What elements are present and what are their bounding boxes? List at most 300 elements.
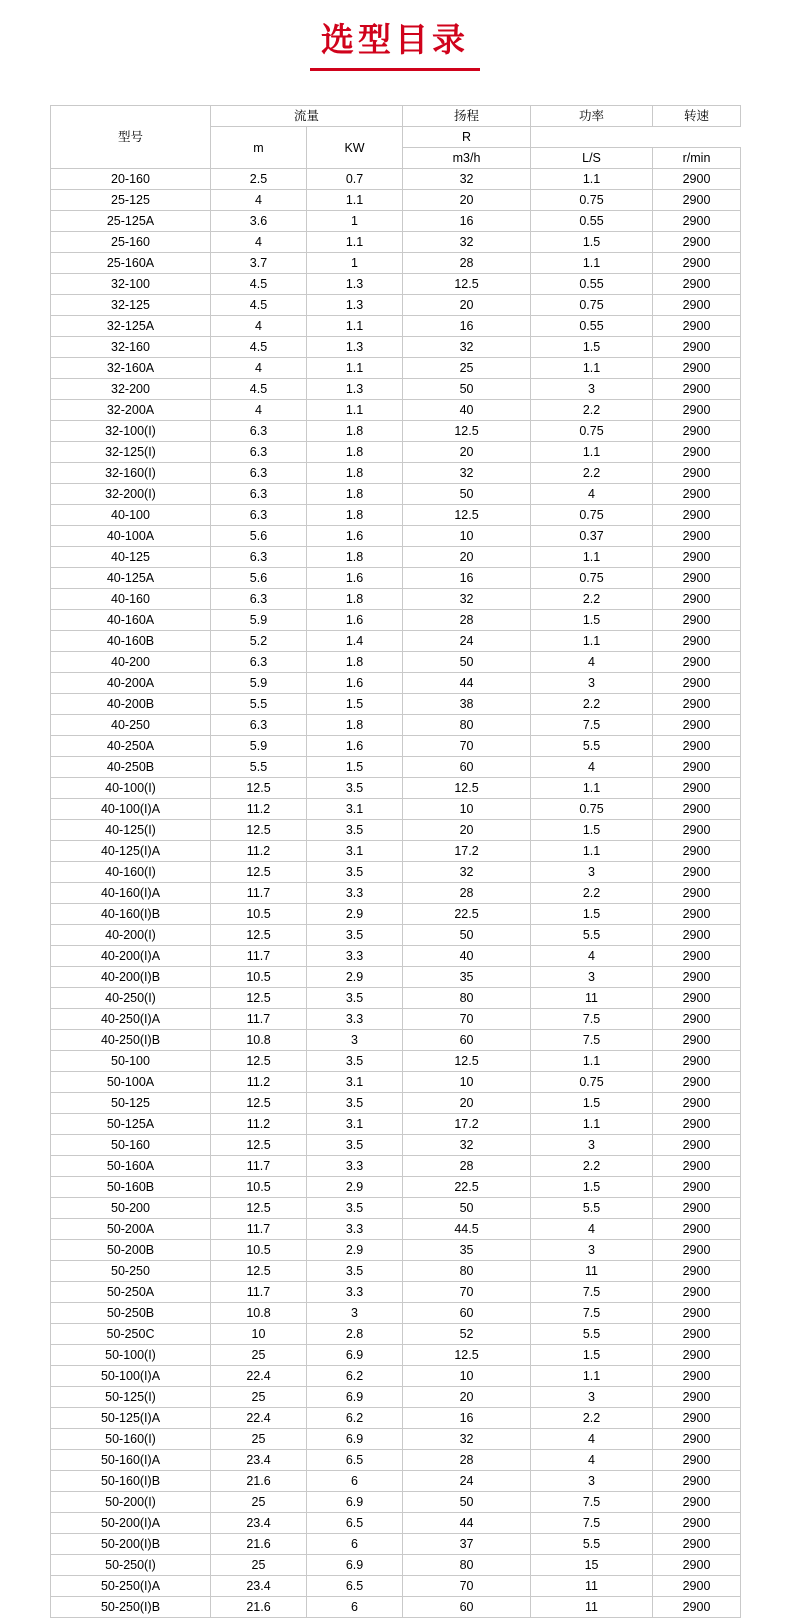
- cell-power: 1.5: [531, 1345, 653, 1366]
- header-row-1: [51, 106, 741, 127]
- cell-flow-m3h: 6.3: [211, 463, 307, 484]
- cell-flow-m3h: 12.5: [211, 1135, 307, 1156]
- cell-speed: 2900: [653, 1597, 741, 1618]
- cell-model: 40-250B: [51, 757, 211, 778]
- cell-flow-m3h: 11.2: [211, 1114, 307, 1135]
- cell-head: 10: [403, 1366, 531, 1387]
- cell-flow-m3h: 4.5: [211, 379, 307, 400]
- cell-speed: 2900: [653, 484, 741, 505]
- table-row: [51, 358, 741, 379]
- cell-flow-ls: 3.3: [307, 1156, 403, 1177]
- cell-speed: 2900: [653, 400, 741, 421]
- cell-power: 4: [531, 757, 653, 778]
- cell-flow-m3h: 11.7: [211, 1219, 307, 1240]
- cell-model: 40-160: [51, 589, 211, 610]
- cell-flow-ls: 6: [307, 1534, 403, 1555]
- cell-flow-ls: 6.9: [307, 1345, 403, 1366]
- cell-head: 60: [403, 1597, 531, 1618]
- cell-head: 16: [403, 316, 531, 337]
- header-power-unit: KW: [307, 127, 403, 169]
- cell-head: 70: [403, 1576, 531, 1597]
- table-row: [51, 1240, 741, 1261]
- cell-speed: 2900: [653, 736, 741, 757]
- cell-model: 50-160A: [51, 1156, 211, 1177]
- cell-power: 2.2: [531, 400, 653, 421]
- cell-speed: 2900: [653, 232, 741, 253]
- cell-head: 24: [403, 1471, 531, 1492]
- table-row: [51, 1324, 741, 1345]
- cell-speed: 2900: [653, 1303, 741, 1324]
- table-row: [51, 589, 741, 610]
- cell-flow-ls: 2.9: [307, 1177, 403, 1198]
- cell-model: 50-250(I)A: [51, 1576, 211, 1597]
- cell-speed: 2900: [653, 1240, 741, 1261]
- cell-head: 44: [403, 673, 531, 694]
- cell-speed: 2900: [653, 1345, 741, 1366]
- cell-flow-ls: 1.6: [307, 673, 403, 694]
- cell-flow-ls: 6.5: [307, 1513, 403, 1534]
- cell-model: 50-250(I)B: [51, 1597, 211, 1618]
- table-row: [51, 400, 741, 421]
- table-row: [51, 631, 741, 652]
- cell-head: 20: [403, 295, 531, 316]
- cell-power: 2.2: [531, 589, 653, 610]
- cell-flow-m3h: 22.4: [211, 1366, 307, 1387]
- cell-model: 40-125(I)A: [51, 841, 211, 862]
- cell-flow-m3h: 5.5: [211, 757, 307, 778]
- cell-model: 32-125A: [51, 316, 211, 337]
- table-row: [51, 1030, 741, 1051]
- cell-flow-ls: 1.8: [307, 589, 403, 610]
- table-row: [51, 1429, 741, 1450]
- cell-head: 60: [403, 1030, 531, 1051]
- cell-power: 1.5: [531, 232, 653, 253]
- table-row: [51, 1177, 741, 1198]
- cell-model: 40-200A: [51, 673, 211, 694]
- cell-model: 50-125A: [51, 1114, 211, 1135]
- cell-flow-ls: 3.5: [307, 1093, 403, 1114]
- table-row: [51, 1366, 741, 1387]
- cell-speed: 2900: [653, 778, 741, 799]
- cell-speed: 2900: [653, 799, 741, 820]
- table-row: [51, 820, 741, 841]
- cell-power: 0.75: [531, 568, 653, 589]
- cell-flow-ls: 1.3: [307, 274, 403, 295]
- cell-flow-ls: 6.9: [307, 1555, 403, 1576]
- cell-speed: 2900: [653, 1387, 741, 1408]
- cell-power: 11: [531, 988, 653, 1009]
- cell-flow-m3h: 11.7: [211, 1009, 307, 1030]
- cell-power: 5.5: [531, 925, 653, 946]
- cell-head: 50: [403, 925, 531, 946]
- cell-head: 12.5: [403, 1051, 531, 1072]
- table-row: [51, 1093, 741, 1114]
- cell-flow-ls: 3.1: [307, 841, 403, 862]
- cell-flow-m3h: 21.6: [211, 1534, 307, 1555]
- cell-head: 28: [403, 883, 531, 904]
- cell-power: 11: [531, 1261, 653, 1282]
- table-row: [51, 925, 741, 946]
- cell-model: 40-100A: [51, 526, 211, 547]
- cell-flow-ls: 3.3: [307, 1009, 403, 1030]
- cell-speed: 2900: [653, 757, 741, 778]
- cell-flow-m3h: 5.2: [211, 631, 307, 652]
- cell-speed: 2900: [653, 1471, 741, 1492]
- cell-flow-ls: 3.1: [307, 1114, 403, 1135]
- cell-flow-ls: 1: [307, 211, 403, 232]
- cell-model: 50-200(I)B: [51, 1534, 211, 1555]
- cell-flow-ls: 6.5: [307, 1450, 403, 1471]
- table-row: [51, 1345, 741, 1366]
- cell-speed: 2900: [653, 1093, 741, 1114]
- cell-flow-ls: 3.5: [307, 1051, 403, 1072]
- table-row: [51, 526, 741, 547]
- cell-head: 32: [403, 169, 531, 190]
- cell-model: 50-250C: [51, 1324, 211, 1345]
- cell-speed: 2900: [653, 1576, 741, 1597]
- header-speed-unit-rmin: r/min: [653, 148, 741, 169]
- table-row: [51, 1303, 741, 1324]
- cell-flow-m3h: 10.8: [211, 1303, 307, 1324]
- cell-flow-m3h: 22.4: [211, 1408, 307, 1429]
- cell-model: 50-100: [51, 1051, 211, 1072]
- cell-flow-ls: 1.6: [307, 610, 403, 631]
- table-row: [51, 1408, 741, 1429]
- cell-head: 12.5: [403, 505, 531, 526]
- cell-power: 1.1: [531, 547, 653, 568]
- cell-speed: 2900: [653, 967, 741, 988]
- cell-power: 7.5: [531, 715, 653, 736]
- cell-head: 28: [403, 253, 531, 274]
- cell-flow-ls: 1.4: [307, 631, 403, 652]
- cell-speed: 2900: [653, 1219, 741, 1240]
- cell-speed: 2900: [653, 610, 741, 631]
- cell-head: 50: [403, 379, 531, 400]
- cell-power: 1.1: [531, 253, 653, 274]
- header-speed: 转速: [653, 106, 741, 127]
- cell-model: 50-160(I)A: [51, 1450, 211, 1471]
- cell-power: 7.5: [531, 1009, 653, 1030]
- table-row: [51, 190, 741, 211]
- cell-speed: 2900: [653, 673, 741, 694]
- cell-power: 0.75: [531, 295, 653, 316]
- header-model: 型号: [51, 106, 211, 169]
- cell-flow-ls: 3.5: [307, 1261, 403, 1282]
- cell-model: 40-160(I)A: [51, 883, 211, 904]
- cell-speed: 2900: [653, 1030, 741, 1051]
- cell-model: 50-250A: [51, 1282, 211, 1303]
- cell-head: 22.5: [403, 1177, 531, 1198]
- cell-power: 0.75: [531, 1072, 653, 1093]
- cell-flow-ls: 1.8: [307, 715, 403, 736]
- cell-model: 32-200: [51, 379, 211, 400]
- cell-flow-m3h: 4: [211, 190, 307, 211]
- cell-speed: 2900: [653, 526, 741, 547]
- cell-speed: 2900: [653, 841, 741, 862]
- cell-head: 10: [403, 526, 531, 547]
- cell-model: 50-250(I): [51, 1555, 211, 1576]
- table-row: [51, 883, 741, 904]
- cell-power: 0.75: [531, 190, 653, 211]
- cell-flow-m3h: 4.5: [211, 295, 307, 316]
- cell-head: 20: [403, 1387, 531, 1408]
- cell-model: 20-160: [51, 169, 211, 190]
- cell-head: 50: [403, 1492, 531, 1513]
- cell-flow-ls: 2.9: [307, 1240, 403, 1261]
- cell-model: 32-160(I): [51, 463, 211, 484]
- cell-power: 3: [531, 1387, 653, 1408]
- cell-model: 32-160A: [51, 358, 211, 379]
- cell-flow-m3h: 12.5: [211, 988, 307, 1009]
- cell-flow-ls: 1.8: [307, 442, 403, 463]
- cell-flow-ls: 1.8: [307, 505, 403, 526]
- cell-head: 20: [403, 190, 531, 211]
- cell-flow-m3h: 6.3: [211, 421, 307, 442]
- cell-power: 0.37: [531, 526, 653, 547]
- cell-power: 11: [531, 1597, 653, 1618]
- cell-head: 20: [403, 547, 531, 568]
- cell-power: 1.1: [531, 1051, 653, 1072]
- cell-head: 24: [403, 631, 531, 652]
- cell-power: 4: [531, 1450, 653, 1471]
- table-row: [51, 736, 741, 757]
- cell-model: 50-100(I): [51, 1345, 211, 1366]
- cell-speed: 2900: [653, 1366, 741, 1387]
- cell-power: 2.2: [531, 463, 653, 484]
- table-row: [51, 1450, 741, 1471]
- cell-power: 3: [531, 1135, 653, 1156]
- cell-flow-ls: 3.3: [307, 1282, 403, 1303]
- table-row: [51, 1282, 741, 1303]
- table-row: [51, 1051, 741, 1072]
- cell-model: 40-160B: [51, 631, 211, 652]
- cell-flow-ls: 1.1: [307, 358, 403, 379]
- cell-speed: 2900: [653, 1555, 741, 1576]
- cell-flow-m3h: 4: [211, 358, 307, 379]
- cell-flow-m3h: 6.3: [211, 715, 307, 736]
- cell-flow-m3h: 11.7: [211, 1282, 307, 1303]
- cell-model: 50-200A: [51, 1219, 211, 1240]
- cell-power: 1.5: [531, 610, 653, 631]
- cell-speed: 2900: [653, 295, 741, 316]
- cell-flow-ls: 6.2: [307, 1366, 403, 1387]
- cell-speed: 2900: [653, 316, 741, 337]
- cell-flow-ls: 1.5: [307, 757, 403, 778]
- cell-power: 0.55: [531, 316, 653, 337]
- cell-flow-ls: 3.5: [307, 988, 403, 1009]
- table-row: [51, 1114, 741, 1135]
- cell-model: 32-200(I): [51, 484, 211, 505]
- cell-speed: 2900: [653, 1282, 741, 1303]
- cell-speed: 2900: [653, 1177, 741, 1198]
- cell-flow-ls: 3.3: [307, 1219, 403, 1240]
- cell-head: 70: [403, 1009, 531, 1030]
- cell-model: 32-160: [51, 337, 211, 358]
- cell-flow-m3h: 25: [211, 1387, 307, 1408]
- table-row: [51, 1534, 741, 1555]
- cell-head: 60: [403, 1303, 531, 1324]
- cell-power: 7.5: [531, 1030, 653, 1051]
- cell-head: 70: [403, 736, 531, 757]
- table-row: [51, 253, 741, 274]
- header-flow: 流量: [211, 106, 403, 127]
- cell-power: 3: [531, 1471, 653, 1492]
- cell-flow-m3h: 25: [211, 1429, 307, 1450]
- cell-speed: 2900: [653, 379, 741, 400]
- cell-flow-m3h: 11.2: [211, 799, 307, 820]
- title-underline: [310, 68, 480, 71]
- cell-flow-ls: 6.9: [307, 1429, 403, 1450]
- table-header: [51, 106, 741, 169]
- cell-head: 12.5: [403, 1345, 531, 1366]
- cell-model: 40-250(I)A: [51, 1009, 211, 1030]
- cell-head: 50: [403, 1198, 531, 1219]
- cell-head: 44: [403, 1513, 531, 1534]
- cell-flow-ls: 1.8: [307, 652, 403, 673]
- cell-power: 0.75: [531, 421, 653, 442]
- cell-model: 40-200(I)B: [51, 967, 211, 988]
- cell-flow-m3h: 10.5: [211, 1240, 307, 1261]
- cell-flow-m3h: 10.5: [211, 904, 307, 925]
- cell-flow-m3h: 6.3: [211, 589, 307, 610]
- cell-speed: 2900: [653, 988, 741, 1009]
- title-block: [0, 0, 790, 71]
- cell-head: 32: [403, 1135, 531, 1156]
- cell-power: 1.5: [531, 1177, 653, 1198]
- cell-speed: 2900: [653, 1156, 741, 1177]
- cell-flow-m3h: 11.2: [211, 1072, 307, 1093]
- cell-head: 17.2: [403, 841, 531, 862]
- cell-head: 32: [403, 463, 531, 484]
- cell-model: 40-250(I): [51, 988, 211, 1009]
- cell-speed: 2900: [653, 547, 741, 568]
- cell-head: 52: [403, 1324, 531, 1345]
- page-title: 选型目录: [321, 21, 469, 58]
- cell-flow-ls: 6.9: [307, 1492, 403, 1513]
- cell-model: 40-100: [51, 505, 211, 526]
- cell-head: 80: [403, 1261, 531, 1282]
- cell-flow-m3h: 6.3: [211, 442, 307, 463]
- cell-head: 32: [403, 232, 531, 253]
- cell-flow-m3h: 4.5: [211, 337, 307, 358]
- cell-speed: 2900: [653, 253, 741, 274]
- table-row: [51, 1135, 741, 1156]
- cell-model: 50-160B: [51, 1177, 211, 1198]
- cell-flow-ls: 2.8: [307, 1324, 403, 1345]
- cell-flow-ls: 6: [307, 1597, 403, 1618]
- cell-power: 0.55: [531, 211, 653, 232]
- cell-power: 3: [531, 379, 653, 400]
- cell-speed: 2900: [653, 337, 741, 358]
- cell-head: 32: [403, 1429, 531, 1450]
- header-flow-unit-m3h: m3/h: [403, 148, 531, 169]
- table-row: [51, 610, 741, 631]
- table-row: [51, 442, 741, 463]
- cell-head: 28: [403, 1156, 531, 1177]
- cell-power: 4: [531, 484, 653, 505]
- table-row: [51, 484, 741, 505]
- table-row: [51, 841, 741, 862]
- cell-flow-ls: 2.9: [307, 904, 403, 925]
- cell-head: 37: [403, 1534, 531, 1555]
- cell-flow-ls: 1.5: [307, 694, 403, 715]
- cell-model: 50-100(I)A: [51, 1366, 211, 1387]
- cell-flow-m3h: 6.3: [211, 547, 307, 568]
- cell-speed: 2900: [653, 862, 741, 883]
- cell-flow-m3h: 12.5: [211, 778, 307, 799]
- table-row: [51, 505, 741, 526]
- cell-speed: 2900: [653, 1114, 741, 1135]
- cell-flow-m3h: 5.6: [211, 526, 307, 547]
- cell-flow-ls: 1.1: [307, 316, 403, 337]
- cell-model: 50-250: [51, 1261, 211, 1282]
- cell-flow-ls: 6.5: [307, 1576, 403, 1597]
- cell-model: 40-250A: [51, 736, 211, 757]
- cell-flow-ls: 6.2: [307, 1408, 403, 1429]
- table-row: [51, 1009, 741, 1030]
- cell-model: 40-160A: [51, 610, 211, 631]
- cell-speed: 2900: [653, 169, 741, 190]
- cell-head: 32: [403, 589, 531, 610]
- cell-speed: 2900: [653, 904, 741, 925]
- table-row: [51, 1471, 741, 1492]
- cell-power: 1.5: [531, 1093, 653, 1114]
- cell-model: 25-160A: [51, 253, 211, 274]
- table-row: [51, 295, 741, 316]
- cell-flow-ls: 3.5: [307, 1135, 403, 1156]
- cell-speed: 2900: [653, 694, 741, 715]
- table-row: [51, 862, 741, 883]
- cell-head: 10: [403, 1072, 531, 1093]
- cell-model: 40-200: [51, 652, 211, 673]
- cell-head: 28: [403, 1450, 531, 1471]
- cell-flow-m3h: 6.3: [211, 652, 307, 673]
- cell-power: 2.2: [531, 883, 653, 904]
- cell-flow-ls: 3.5: [307, 1198, 403, 1219]
- cell-head: 12.5: [403, 778, 531, 799]
- table-row: [51, 1156, 741, 1177]
- cell-flow-ls: 3.5: [307, 925, 403, 946]
- cell-power: 4: [531, 1219, 653, 1240]
- cell-head: 50: [403, 652, 531, 673]
- cell-head: 20: [403, 1093, 531, 1114]
- cell-flow-m3h: 25: [211, 1492, 307, 1513]
- cell-power: 4: [531, 1429, 653, 1450]
- cell-model: 50-200(I)A: [51, 1513, 211, 1534]
- cell-head: 12.5: [403, 421, 531, 442]
- cell-flow-ls: 1.6: [307, 736, 403, 757]
- cell-head: 32: [403, 337, 531, 358]
- cell-flow-m3h: 5.9: [211, 610, 307, 631]
- cell-head: 44.5: [403, 1219, 531, 1240]
- table-row: [51, 757, 741, 778]
- table-row: [51, 1492, 741, 1513]
- cell-power: 1.5: [531, 820, 653, 841]
- cell-flow-m3h: 5.9: [211, 673, 307, 694]
- table-row: [51, 379, 741, 400]
- cell-flow-m3h: 5.6: [211, 568, 307, 589]
- cell-power: 2.2: [531, 694, 653, 715]
- table-row: [51, 799, 741, 820]
- table-row: [51, 232, 741, 253]
- table-row: [51, 1597, 741, 1618]
- cell-flow-ls: 1.8: [307, 421, 403, 442]
- cell-speed: 2900: [653, 442, 741, 463]
- cell-flow-m3h: 12.5: [211, 1261, 307, 1282]
- cell-flow-ls: 3.5: [307, 862, 403, 883]
- cell-flow-ls: 1.6: [307, 568, 403, 589]
- cell-power: 1.1: [531, 841, 653, 862]
